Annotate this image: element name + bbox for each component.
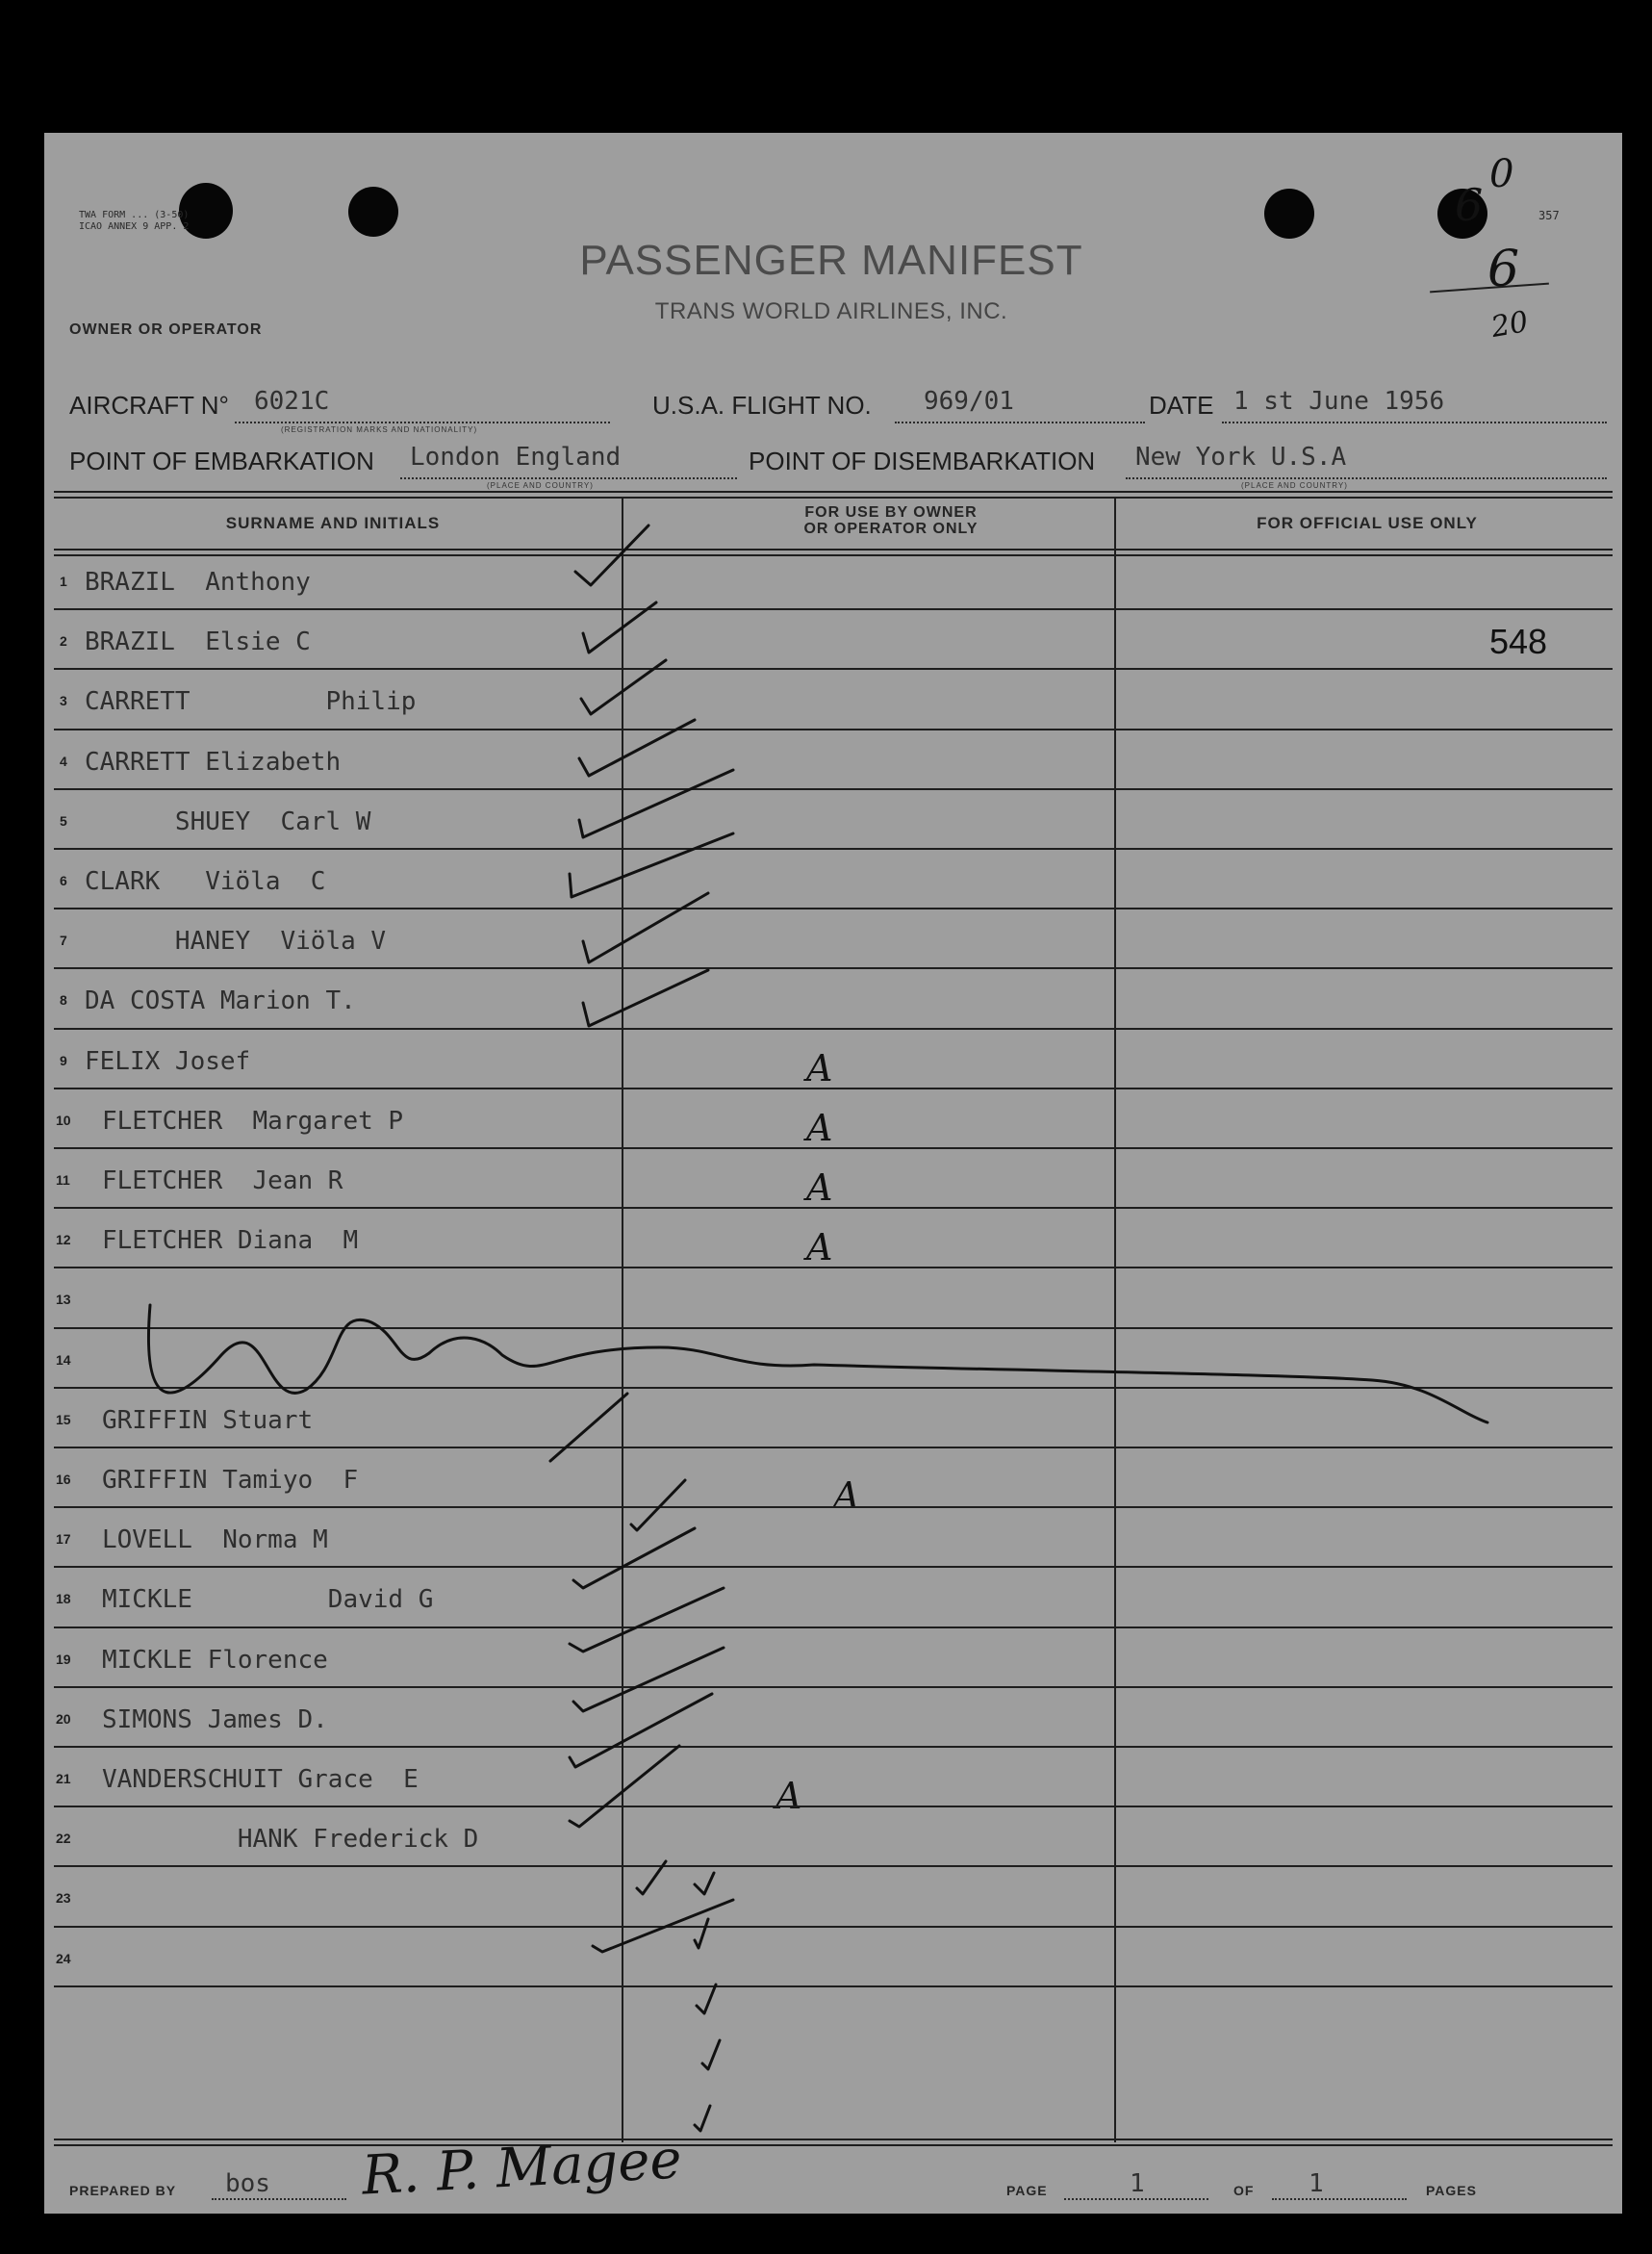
row-number: 17	[56, 1531, 71, 1548]
check-mark	[581, 660, 666, 714]
passenger-name: HANK Frederick D	[102, 1825, 479, 1855]
approval-mark: A	[833, 1474, 860, 1517]
passenger-name: CLARK Viöla C	[85, 867, 326, 896]
check-mark	[573, 1648, 724, 1711]
passenger-name: VANDERSCHUIT Grace E	[102, 1765, 419, 1794]
row-number: 23	[56, 1890, 71, 1907]
prepared-by-label: PREPARED BY	[69, 2183, 177, 2198]
embark-label: POINT OF EMBARKATION	[69, 447, 374, 475]
check-mark	[570, 1588, 724, 1652]
corner-code: 357	[1538, 209, 1560, 222]
check-mark	[570, 1746, 679, 1827]
check-mark	[573, 1528, 695, 1588]
row-number: 18	[56, 1591, 71, 1607]
flight-value: 969/01	[924, 387, 1014, 416]
row-number: 1	[60, 574, 67, 589]
aircraft-label: AIRCRAFT N°	[69, 391, 229, 420]
passenger-name: GRIFFIN Stuart	[102, 1405, 314, 1435]
page-subtitle: TRANS WORLD AIRLINES, INC.	[654, 298, 1008, 324]
signature: R. P. Magee	[360, 2128, 684, 2208]
check-mark	[570, 833, 733, 897]
of-value: 1	[1309, 2169, 1324, 2198]
check-mark	[593, 1900, 733, 1952]
row-number: 8	[60, 992, 67, 1009]
approval-mark: A	[806, 1166, 833, 1209]
check-mark	[631, 1480, 685, 1530]
check-mark	[697, 1985, 716, 2013]
registration-note: (REGISTRATION MARKS AND NATIONALITY)	[281, 425, 478, 434]
check-mark	[579, 770, 733, 837]
passenger-name: FLETCHER Margaret P	[102, 1106, 404, 1136]
date-value: 1 st June 1956	[1233, 387, 1445, 416]
col-header-official: FOR OFFICIAL USE ONLY	[1257, 514, 1478, 532]
corner-hand-bottom: 20	[1488, 304, 1531, 346]
handwritten-marks	[44, 133, 1622, 2214]
approval-mark: A	[806, 1047, 833, 1089]
page-value: 1	[1130, 2169, 1145, 2198]
passenger-name: HANEY Viöla V	[85, 927, 387, 957]
row-number: 10	[56, 1112, 71, 1128]
approval-mark: A	[806, 1107, 833, 1149]
official-number: 548	[1489, 622, 1548, 661]
check-mark	[695, 1873, 714, 1894]
row-number: 15	[56, 1411, 71, 1427]
row-number: 13	[56, 1292, 71, 1308]
row-number: 11	[56, 1172, 70, 1188]
row-number: 6	[60, 873, 67, 888]
row-number: 7	[60, 933, 67, 949]
aircraft-value: 6021C	[254, 387, 330, 416]
check-mark	[583, 602, 656, 653]
passenger-name: MICKLE Florence	[102, 1645, 328, 1675]
form-ref-line2: ICAO ANNEX 9 APP. 2	[79, 221, 190, 232]
date-label: DATE	[1149, 391, 1214, 420]
row-number: 12	[56, 1232, 71, 1248]
passenger-name: GRIFFIN Tamiyo F	[102, 1466, 359, 1495]
embark-value: London England	[410, 443, 622, 472]
check-mark	[583, 970, 708, 1026]
check-mark	[695, 2106, 710, 2131]
page-label: PAGE	[1006, 2183, 1048, 2198]
row-number: 14	[56, 1351, 71, 1368]
owner-label: OWNER OR OPERATOR	[69, 321, 263, 338]
passenger-name: SIMONS James D.	[102, 1704, 328, 1734]
corner-hand-top-second: 0	[1489, 152, 1514, 196]
passenger-name: FELIX Josef	[85, 1046, 251, 1076]
passenger-name: CARRETT Elizabeth	[85, 747, 342, 777]
page-title: PASSENGER MANIFEST	[579, 237, 1083, 284]
row-number: 24	[56, 1950, 71, 1966]
row-number: 16	[56, 1472, 71, 1487]
approval-mark: A	[775, 1775, 802, 1817]
passenger-name: CARRETT Philip	[85, 687, 417, 717]
check-mark	[583, 893, 708, 962]
col-header-names: SURNAME AND INITIALS	[225, 514, 441, 532]
check-mark	[575, 525, 648, 585]
passenger-name: MICKLE David G	[102, 1585, 434, 1615]
row-number: 19	[56, 1651, 71, 1667]
pages-label: PAGES	[1426, 2183, 1477, 2198]
passenger-name: DA COSTA Marion T.	[85, 986, 356, 1016]
passenger-name: BRAZIL Anthony	[85, 568, 311, 597]
col-header-owner: FOR USE BY OWNER OR OPERATOR ONLY	[803, 504, 978, 537]
check-mark	[695, 1919, 708, 1948]
check-mark	[637, 1861, 666, 1894]
passenger-name: SHUEY Carl W	[85, 807, 371, 836]
check-mark	[702, 2040, 720, 2069]
disembark-label: POINT OF DISEMBARKATION	[749, 447, 1096, 475]
row-number: 9	[60, 1052, 67, 1068]
of-dots	[1272, 2198, 1407, 2200]
of-label: OF	[1233, 2183, 1255, 2198]
check-mark	[579, 720, 695, 776]
row-number: 2	[60, 633, 67, 650]
manifest-page	[44, 133, 1622, 2214]
check-mark	[570, 1694, 712, 1767]
passenger-name: LOVELL Norma M	[102, 1525, 328, 1555]
row-number: 22	[56, 1831, 71, 1847]
corner-hand-top: 6	[1455, 179, 1484, 231]
disembark-note: (PLACE AND COUNTRY)	[1241, 481, 1348, 490]
row-number: 20	[56, 1710, 71, 1727]
check-mark	[550, 1394, 627, 1461]
corner-hand-mid: 6	[1487, 241, 1520, 298]
scribble-rows-13-14	[148, 1305, 1487, 1422]
page-dots	[1064, 2198, 1208, 2200]
form-ref-line1: TWA FORM ... (3-50)	[79, 210, 190, 220]
passenger-name: BRAZIL Elsie C	[85, 628, 311, 657]
prepared-by-dots	[212, 2198, 346, 2200]
embark-note: (PLACE AND COUNTRY)	[487, 481, 594, 490]
passenger-name: FLETCHER Diana M	[102, 1226, 359, 1256]
row-number: 4	[60, 753, 67, 769]
flight-label: U.S.A. FLIGHT NO.	[652, 391, 872, 420]
row-number: 21	[56, 1771, 71, 1786]
disembark-value: New York U.S.A	[1135, 443, 1347, 472]
approval-mark: A	[806, 1226, 833, 1268]
prepared-by-value: bos	[225, 2169, 270, 2198]
row-number: 5	[60, 812, 67, 829]
passenger-name: FLETCHER Jean R	[102, 1166, 343, 1195]
row-number: 3	[60, 693, 67, 709]
